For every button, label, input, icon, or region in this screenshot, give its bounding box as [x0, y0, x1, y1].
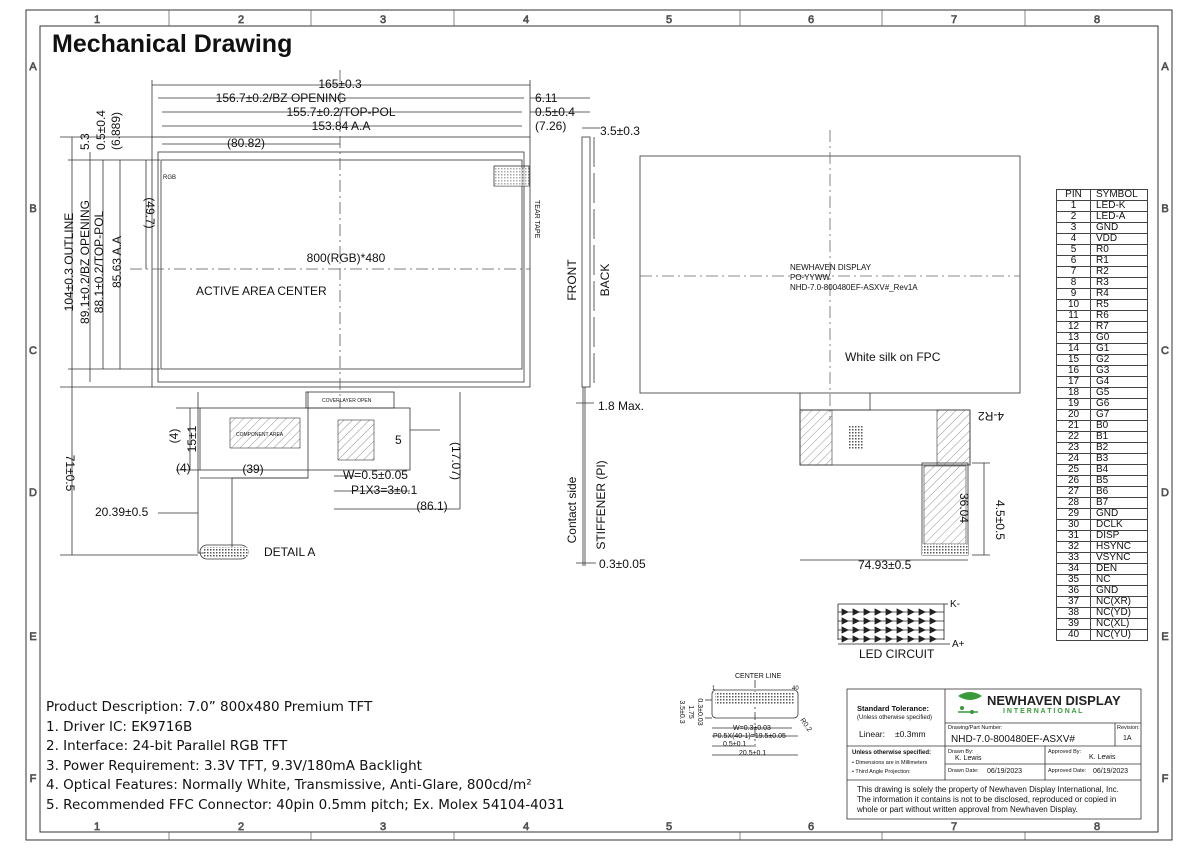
- pin-number: 25: [1057, 465, 1091, 476]
- notice-line: whole or part without written approval from Newhaven Display.: [857, 805, 1078, 814]
- pin-symbol: VSYNC: [1091, 553, 1148, 564]
- pin-symbol: R5: [1091, 300, 1148, 311]
- pin-row: [1057, 630, 1148, 641]
- dim-offset-right-3: (7.26): [535, 119, 567, 133]
- led-diode: [919, 609, 925, 615]
- led-diode: [886, 618, 892, 624]
- detail-pin-40: 40: [792, 686, 799, 692]
- led-diode: [853, 636, 859, 642]
- detail-dim: 20.5±0.1: [739, 750, 767, 757]
- side-max-label: 1.8 Max.: [598, 399, 645, 413]
- back-fpc-hatch-left: [800, 410, 832, 465]
- detail-dim: W=0.3±0.03: [733, 725, 771, 732]
- bezel-opening: [158, 152, 524, 382]
- led-diode: [853, 618, 859, 624]
- pin-number: 20: [1057, 410, 1091, 421]
- dim-center-x: (80.82): [226, 136, 266, 150]
- led-diode: [930, 609, 936, 615]
- pin-row: [1057, 267, 1148, 278]
- pin-symbol: R2: [1091, 267, 1148, 278]
- pin-symbol: HSYNC: [1091, 542, 1148, 553]
- pin-number: 12: [1057, 322, 1091, 333]
- dim-active-area-height: 85.63 A.A: [110, 235, 124, 289]
- pin-symbol: G3: [1091, 366, 1148, 377]
- pin-number: 26: [1057, 476, 1091, 487]
- pin-row: [1057, 289, 1148, 300]
- description-item: 5. Recommended FFC Connector: 40pin 0.5mm pitch; Ex. Molex 54104-4031: [46, 796, 565, 813]
- detail-dim: 1.75: [687, 705, 694, 719]
- zone-col-bottom: 3: [379, 821, 387, 833]
- approved-by-label: Approved By:: [1048, 749, 1082, 755]
- pin-number: 9: [1057, 289, 1091, 300]
- pin-number: 7: [1057, 267, 1091, 278]
- pin-symbol: B3: [1091, 454, 1148, 465]
- tear-tape-hatch: [495, 168, 529, 186]
- led-diode: [930, 627, 936, 633]
- pin-row: [1057, 564, 1148, 575]
- detail-dim: 3.5±0.3: [678, 700, 685, 724]
- part-number: NHD-7.0-800480EF-ASXV#: [951, 734, 1075, 745]
- pin-number: 31: [1057, 531, 1091, 542]
- zone-row-left: C: [29, 345, 37, 357]
- pin-symbol: R6: [1091, 311, 1148, 322]
- stiffener-hatch: [338, 420, 374, 460]
- notice-line: This drawing is solely the property of Newhaven Display International, Inc.: [857, 785, 1119, 794]
- dim-top-pol-height: 88.1±0.2/TOP-POL: [92, 210, 106, 314]
- zone-col-top: 3: [379, 14, 387, 26]
- detail-dim: R0.2: [798, 717, 813, 734]
- pin-row: [1057, 212, 1148, 223]
- pin-row: [1057, 300, 1148, 311]
- zone-col-top: 7: [950, 14, 958, 26]
- description-item: 1. Driver IC: EK9716B: [46, 718, 193, 735]
- product-description: [46, 698, 564, 815]
- pin-number: 3: [1057, 223, 1091, 234]
- dim-pin-width: W=0.5±0.05: [343, 468, 408, 482]
- zone-row-right: F: [1161, 773, 1169, 785]
- description-item: 2. Interface: 24-bit Parallel RGB TFT: [46, 738, 288, 754]
- zone-col-top: 1: [93, 14, 101, 26]
- pin-row: [1057, 421, 1148, 432]
- pin-number: 1: [1057, 201, 1091, 212]
- led-k-label: K-: [950, 599, 960, 610]
- pin-number: 18: [1057, 388, 1091, 399]
- pin-row: [1057, 234, 1148, 245]
- pin-row: [1057, 322, 1148, 333]
- pin-symbol: NC: [1091, 575, 1148, 586]
- detail-dim: 0.3±0.03: [696, 698, 703, 726]
- detail-pins: [715, 692, 795, 704]
- side-tolerance: 0.3±0.05: [599, 557, 646, 571]
- led-diode: [930, 618, 936, 624]
- pin-number: 8: [1057, 278, 1091, 289]
- pin-row: [1057, 586, 1148, 597]
- led-diode: [875, 609, 881, 615]
- led-a-label: A+: [952, 639, 965, 650]
- pin-number: 2: [1057, 212, 1091, 223]
- pin-row: [1057, 465, 1148, 476]
- zone-col-top: 6: [807, 14, 815, 26]
- linear-label: Linear:: [859, 729, 885, 739]
- led-diode: [919, 636, 925, 642]
- pin-symbol: G6: [1091, 399, 1148, 410]
- pin-row: [1057, 487, 1148, 498]
- led-diode: [875, 627, 881, 633]
- pin-symbol: GND: [1091, 509, 1148, 520]
- pin-number: 16: [1057, 366, 1091, 377]
- dim-offset-right-1: 6.11: [535, 91, 558, 105]
- zone-col-bottom: 8: [1093, 821, 1101, 833]
- led-diode: [897, 609, 903, 615]
- connector-pins: [204, 547, 248, 557]
- led-diode: [919, 627, 925, 633]
- detail-drawing: [705, 680, 798, 755]
- led-diode: [919, 618, 925, 624]
- pin-row: [1057, 377, 1148, 388]
- pin-row: [1057, 311, 1148, 322]
- pin-symbol: G1: [1091, 344, 1148, 355]
- pin-number: 36: [1057, 586, 1091, 597]
- pin-table-header: [1057, 190, 1148, 201]
- zone-row-right: B: [1161, 203, 1169, 215]
- back-fpc-hatch-right: [937, 410, 970, 465]
- pin-symbol: NC(XR): [1091, 597, 1148, 608]
- pin-number: 34: [1057, 564, 1091, 575]
- led-diode: [842, 636, 848, 642]
- pin-row: [1057, 542, 1148, 553]
- note-projection: • Third Angle Projection:: [852, 769, 911, 775]
- pin-symbol: NC(YU): [1091, 630, 1148, 641]
- pin-symbol: NC(XL): [1091, 619, 1148, 630]
- pin-row: [1057, 388, 1148, 399]
- pin-number: 4: [1057, 234, 1091, 245]
- pin-number: 14: [1057, 344, 1091, 355]
- pin-number: 33: [1057, 553, 1091, 564]
- dim-fpc-4-top: (4): [167, 428, 181, 444]
- pin-table: [1056, 189, 1148, 641]
- detail-pin-1: 1: [712, 686, 716, 692]
- rgb-tag: RGB: [163, 175, 177, 181]
- zone-col-top: 4: [522, 14, 530, 26]
- pin-number: 29: [1057, 509, 1091, 520]
- pin-symbol: G0: [1091, 333, 1148, 344]
- zone-col-bottom: 4: [522, 821, 530, 833]
- led-circuit: [838, 604, 950, 644]
- pin-number: 19: [1057, 399, 1091, 410]
- back-label-line: PO-YYWW: [790, 273, 830, 282]
- approved-date: 06/19/2023: [1093, 768, 1129, 775]
- led-diode: [875, 618, 881, 624]
- led-diode: [886, 627, 892, 633]
- dim-fpc-39: (39): [242, 462, 264, 476]
- pin-row: [1057, 355, 1148, 366]
- pin-symbol: B1: [1091, 432, 1148, 443]
- dim-outline-height: 104±0.3 OUTLINE: [62, 212, 76, 312]
- pin-row: [1057, 333, 1148, 344]
- pin-row: [1057, 509, 1148, 520]
- pin-symbol: R7: [1091, 322, 1148, 333]
- led-diode: [908, 609, 914, 615]
- pin-symbol: GND: [1091, 586, 1148, 597]
- linear-value: ±0.3mm: [895, 729, 926, 739]
- dim-left-5-3: 5.3: [78, 133, 92, 150]
- pin-number: 27: [1057, 487, 1091, 498]
- pin-symbol: B7: [1091, 498, 1148, 509]
- zone-col-bottom: 2: [237, 821, 245, 833]
- dim-active-area-width: 153.84 A.A: [311, 119, 371, 133]
- pin-symbol: GND: [1091, 223, 1148, 234]
- pin-symbol: G4: [1091, 377, 1148, 388]
- pin-symbol: VDD: [1091, 234, 1148, 245]
- led-circuit-label: LED CIRCUIT: [859, 647, 935, 661]
- notice-line: The information it contains is not to be disclosed, reproduced or copied in: [857, 795, 1117, 804]
- pin-row: [1057, 531, 1148, 542]
- title-block: [847, 689, 1141, 819]
- dim-back-36: 36.04: [957, 492, 971, 524]
- pin-number: 22: [1057, 432, 1091, 443]
- pin-symbol: B5: [1091, 476, 1148, 487]
- side-thickness: 3.5±0.3: [600, 124, 640, 138]
- pin-number: 35: [1057, 575, 1091, 586]
- pin-number: 39: [1057, 619, 1091, 630]
- standard-tolerance: Standard Tolerance:: [857, 704, 929, 713]
- drawn-date-label: Drawn Date:: [948, 768, 979, 774]
- pin-number: 13: [1057, 333, 1091, 344]
- description-item: 3. Power Requirement: 3.3V TFT, 9.3V/180mA Backlight: [46, 757, 422, 774]
- pin-row: [1057, 575, 1148, 586]
- dim-bz-opening-width: 156.7±0.2/BZ OPENING: [215, 91, 347, 105]
- zone-row-left: E: [29, 631, 37, 643]
- led-diode: [930, 636, 936, 642]
- pin-number: 37: [1057, 597, 1091, 608]
- pin-number: 23: [1057, 443, 1091, 454]
- revision-value: 1A: [1123, 735, 1132, 742]
- led-diode: [853, 627, 859, 633]
- zone-col-top: 2: [237, 14, 245, 26]
- pin-symbol: DISP: [1091, 531, 1148, 542]
- led-diode: [908, 618, 914, 624]
- notes-heading: Unless otherwise specified:: [852, 750, 932, 756]
- company-subtitle: I N T E R N A T I O N A L: [1003, 708, 1083, 715]
- pin-row: [1057, 498, 1148, 509]
- drawn-date: 06/19/2023: [987, 768, 1023, 775]
- detail-center-line-label: CENTER LINE: [735, 673, 782, 680]
- pin-number: 24: [1057, 454, 1091, 465]
- led-diode: [864, 609, 870, 615]
- back-connector: [922, 544, 968, 555]
- dim-left-0-5: 0.5±0.4: [94, 110, 108, 150]
- dim-pin-pitch: P1X3=3±0.1: [351, 483, 418, 497]
- pin-row: [1057, 223, 1148, 234]
- pin-number: 17: [1057, 377, 1091, 388]
- led-diode: [908, 636, 914, 642]
- dim-back-4-5: 4.5±0.5: [993, 500, 1007, 540]
- zone-row-left: D: [29, 487, 37, 499]
- pin-symbol: G5: [1091, 388, 1148, 399]
- led-diode: [886, 636, 892, 642]
- zone-row-right: A: [1161, 61, 1169, 73]
- pin-row: [1057, 443, 1148, 454]
- led-diode: [864, 636, 870, 642]
- pin-symbol: DCLK: [1091, 520, 1148, 531]
- pin-number: 11: [1057, 311, 1091, 322]
- pin-number: 38: [1057, 608, 1091, 619]
- pin-row: [1057, 399, 1148, 410]
- dim-back-74-93: 74.93±0.5: [858, 558, 912, 572]
- zone-row-right: C: [1161, 345, 1169, 357]
- zone-row-left: F: [29, 773, 37, 785]
- note-units: • Dimensions are in Millimeters: [852, 760, 928, 766]
- zone-col-bottom: 7: [950, 821, 958, 833]
- pin-number: 21: [1057, 421, 1091, 432]
- description-heading: Product Description: 7.0” 800x480 Premium TFT: [46, 699, 373, 715]
- led-diode: [897, 636, 903, 642]
- pin-row: [1057, 344, 1148, 355]
- pin-row: [1057, 410, 1148, 421]
- revision-label: Revision:: [1117, 725, 1140, 731]
- pin-number: 10: [1057, 300, 1091, 311]
- zone-col-bottom: 6: [807, 821, 815, 833]
- radius-label: 4-R2: [978, 409, 1005, 423]
- pin-symbol: B0: [1091, 421, 1148, 432]
- dim-fpc-86-1: (86.1): [416, 499, 448, 513]
- zone-col-bottom: 5: [665, 821, 673, 833]
- pin-number: 5: [1057, 245, 1091, 256]
- side-back-label: BACK: [598, 263, 612, 297]
- symbol-header: SYMBOL: [1091, 190, 1148, 201]
- pin-number: 32: [1057, 542, 1091, 553]
- front-view: [60, 70, 590, 559]
- company-name: NEWHAVEN DISPLAY: [987, 693, 1121, 708]
- led-diode: [842, 618, 848, 624]
- dim-bz-opening-height: 89.1±0.2/BZ OPENING: [78, 200, 92, 324]
- pin-number: 28: [1057, 498, 1091, 509]
- active-area-center-label: ACTIVE AREA CENTER: [196, 284, 327, 298]
- led-diode: [875, 636, 881, 642]
- led-diode: [897, 618, 903, 624]
- detail-dim: 0.5±0.1: [723, 741, 747, 748]
- dim-left-6-889: (6.889): [109, 111, 123, 150]
- pin-symbol: DEN: [1091, 564, 1148, 575]
- pin-symbol: LED-A: [1091, 212, 1148, 223]
- pin-symbol: G7: [1091, 410, 1148, 421]
- pin-number: 6: [1057, 256, 1091, 267]
- side-contact-label: Contact side: [565, 476, 579, 544]
- led-diode: [864, 618, 870, 624]
- dim-outline-width: 165±0.3: [318, 77, 362, 91]
- pin-number: 15: [1057, 355, 1091, 366]
- coverlayer-label: COVERLAYER OPEN: [322, 398, 372, 404]
- zone-col-top: 5: [665, 14, 673, 26]
- drawn-by-label: Drawn By:: [948, 749, 974, 755]
- pin-row: [1057, 608, 1148, 619]
- side-stiffener-label: STIFFENER (PI): [594, 460, 608, 550]
- led-diode: [886, 609, 892, 615]
- pin-symbol: B2: [1091, 443, 1148, 454]
- unless-specified: (Unless otherwise specified): [857, 715, 933, 721]
- side-profile: [582, 137, 590, 387]
- back-label-line: NHD-7.0-800480EF-ASXV#_Rev1A: [790, 283, 918, 292]
- led-diode: [842, 609, 848, 615]
- dim-fpc-71: 71±0.5: [63, 454, 77, 492]
- page-title: Mechanical Drawing: [52, 30, 293, 58]
- dim-fpc-20-39: 20.39±0.5: [95, 505, 149, 519]
- zone-row-left: A: [29, 61, 37, 73]
- pin-symbol: LED-K: [1091, 201, 1148, 212]
- dim-fpc-4-bottom: (4): [176, 461, 191, 475]
- zone-row-right: E: [1161, 631, 1169, 643]
- pin-symbol: B6: [1091, 487, 1148, 498]
- led-diode: [864, 627, 870, 633]
- approved-by: K. Lewis: [1089, 754, 1116, 761]
- pin-row: [1057, 201, 1148, 212]
- pin-header: PIN: [1057, 190, 1091, 201]
- silk-label: White silk on FPC: [845, 350, 941, 364]
- pin-row: [1057, 553, 1148, 564]
- dim-offset-right-2: 0.5±0.4: [535, 105, 575, 119]
- zone-row-left: B: [29, 203, 37, 215]
- dim-fpc-15: 15±1: [185, 425, 199, 453]
- silk-chip: [848, 425, 864, 449]
- side-front-label: FRONT: [565, 259, 579, 301]
- pin-symbol: R3: [1091, 278, 1148, 289]
- back-label-line: NEWHAVEN DISPLAY: [790, 263, 872, 272]
- dim-center-y: (49.7): [143, 197, 157, 229]
- approved-date-label: Approved Date:: [1048, 768, 1087, 774]
- dim-fpc-17-07: (17.07): [449, 441, 463, 481]
- detail-dim: P0.5X(40-1)=19.5±0.05: [713, 733, 786, 740]
- resolution-label: 800(RGB)*480: [306, 251, 386, 265]
- pin-symbol: R4: [1091, 289, 1148, 300]
- dim-top-pol-width: 155.7±0.2/TOP-POL: [286, 105, 396, 119]
- pin-row: [1057, 520, 1148, 531]
- zone-col-bottom: 1: [93, 821, 101, 833]
- pin-row: [1057, 256, 1148, 267]
- zone-row-right: D: [1161, 487, 1169, 499]
- detail-a-label: DETAIL A: [264, 545, 316, 559]
- pin-row: [1057, 619, 1148, 630]
- pin-row: [1057, 432, 1148, 443]
- pin-row: [1057, 476, 1148, 487]
- pin-symbol: B4: [1091, 465, 1148, 476]
- pin-row: [1057, 278, 1148, 289]
- pin-symbol: NC(YD): [1091, 608, 1148, 619]
- pin-row: [1057, 366, 1148, 377]
- zone-col-top: 8: [1093, 14, 1101, 26]
- tear-tape-label: TEAR TAPE: [533, 200, 540, 239]
- pin-number: 40: [1057, 630, 1091, 641]
- pin-row: [1057, 245, 1148, 256]
- led-diode: [897, 627, 903, 633]
- dim-fpc-5: 5: [395, 433, 402, 447]
- description-item: 4. Optical Features: Normally White, Transmissive, Anti-Glare, 800cd/m²: [46, 777, 532, 793]
- part-number-label: Drawing/Part Number:: [948, 725, 1003, 731]
- led-diode: [842, 627, 848, 633]
- component-area-label: COMPONENT AREA: [236, 432, 284, 438]
- pin-symbol: G2: [1091, 355, 1148, 366]
- pin-number: 30: [1057, 520, 1091, 531]
- pin-symbol: R0: [1091, 245, 1148, 256]
- led-diode: [908, 627, 914, 633]
- pin-row: [1057, 454, 1148, 465]
- led-diode: [853, 609, 859, 615]
- drawn-by: K. Lewis: [955, 755, 982, 762]
- pin-symbol: R1: [1091, 256, 1148, 267]
- pin-row: [1057, 597, 1148, 608]
